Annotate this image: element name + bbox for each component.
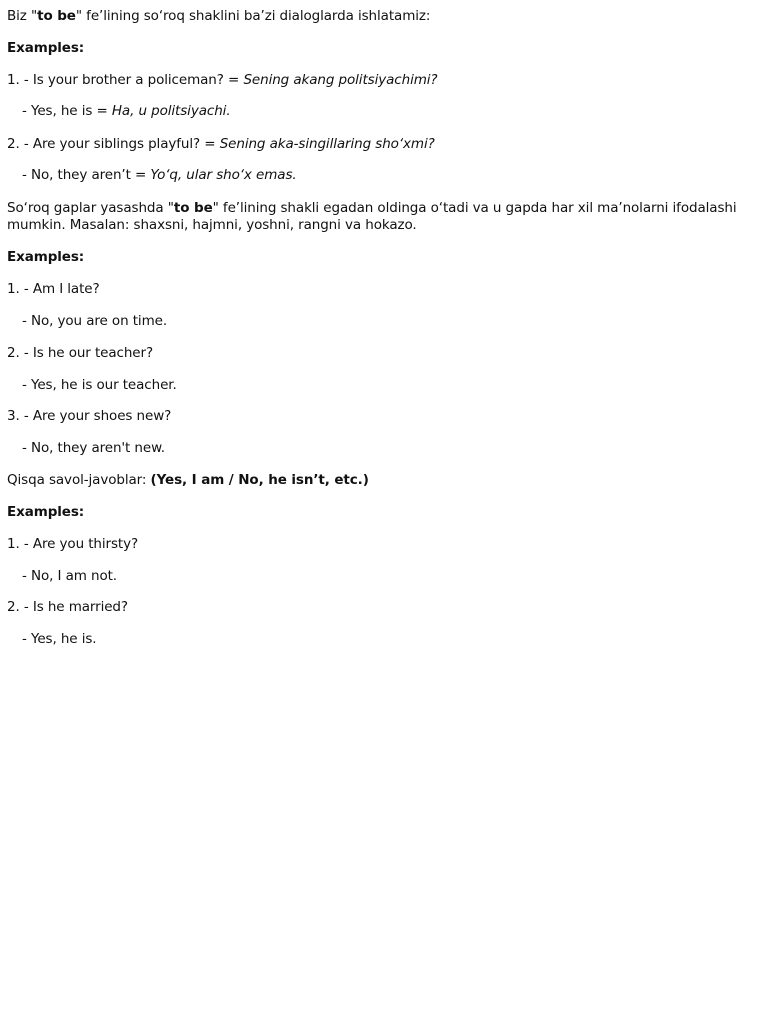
dialog-question-text: 1. - Is your brother a policeman? = [7,72,244,88]
example-answer: - Yes, he is. [22,631,97,647]
example-answer: - Yes, he is our teacher. [22,377,177,393]
example-question: 3. - Are your shoes new? [7,408,172,424]
short-answers-line [7,472,369,489]
rule-text-prefix: So‘roq gaplar yasashda " [7,200,174,216]
dialog-answer-text: - Yes, he is = [22,103,112,119]
rule-bold-term: to be [173,200,213,216]
example-answer: - No, I am not. [22,568,117,584]
dialog-question-text: 2. - Are your siblings playful? = [7,136,220,152]
example-question: 1. - Am I late? [7,281,100,297]
examples-heading [7,40,84,57]
dialog-answer [22,103,231,120]
example-question: 2. - Is he married? [7,599,128,615]
dialog-answer-translation: Yo‘q, ular sho‘x emas. [150,167,297,183]
example-question: 2. - Is he our teacher? [7,345,154,361]
dialog-answer [22,167,297,184]
dialog-question [7,72,437,89]
dialog-answer-text: - No, they aren’t = [22,167,151,183]
dialog-question-translation: Sening aka-singillaring sho‘xmi? [219,136,435,152]
examples-heading-text: Examples: [7,249,85,265]
examples-heading-text: Examples: [7,504,85,520]
intro-text-prefix: Biz " [7,8,38,24]
rule-paragraph [7,200,747,234]
intro-line [7,8,430,25]
intro-text-suffix: " fe’lining so‘roq shaklini ba’zi dialoglarda ishlatamiz: [75,8,431,24]
dialog-answer-translation: Ha, u politsiyachi. [111,103,231,119]
intro-bold-term: to be [37,8,76,24]
examples-heading [7,249,84,266]
examples-heading-text: Examples: [7,40,85,56]
short-answers-bold: (Yes, I am / No, he isn’t, etc.) [150,472,369,488]
example-question: 1. - Are you thirsty? [7,536,139,552]
example-answer: - No, they aren't new. [22,440,165,456]
dialog-question [7,136,435,153]
short-answers-label: Qisqa savol-javoblar: [7,472,151,488]
example-answer: - No, you are on time. [22,313,168,329]
examples-heading [7,504,84,521]
dialog-question-translation: Sening akang politsiyachimi? [243,72,438,88]
rule-text-suffix: " fe’lining shakli egadan oldinga o‘tadi va u gapda har xil ma’nolarni ifodalashi mumkin. Masalan: shaxsni, hajmni, yoshni, rangni va hokazo. [7,200,737,233]
